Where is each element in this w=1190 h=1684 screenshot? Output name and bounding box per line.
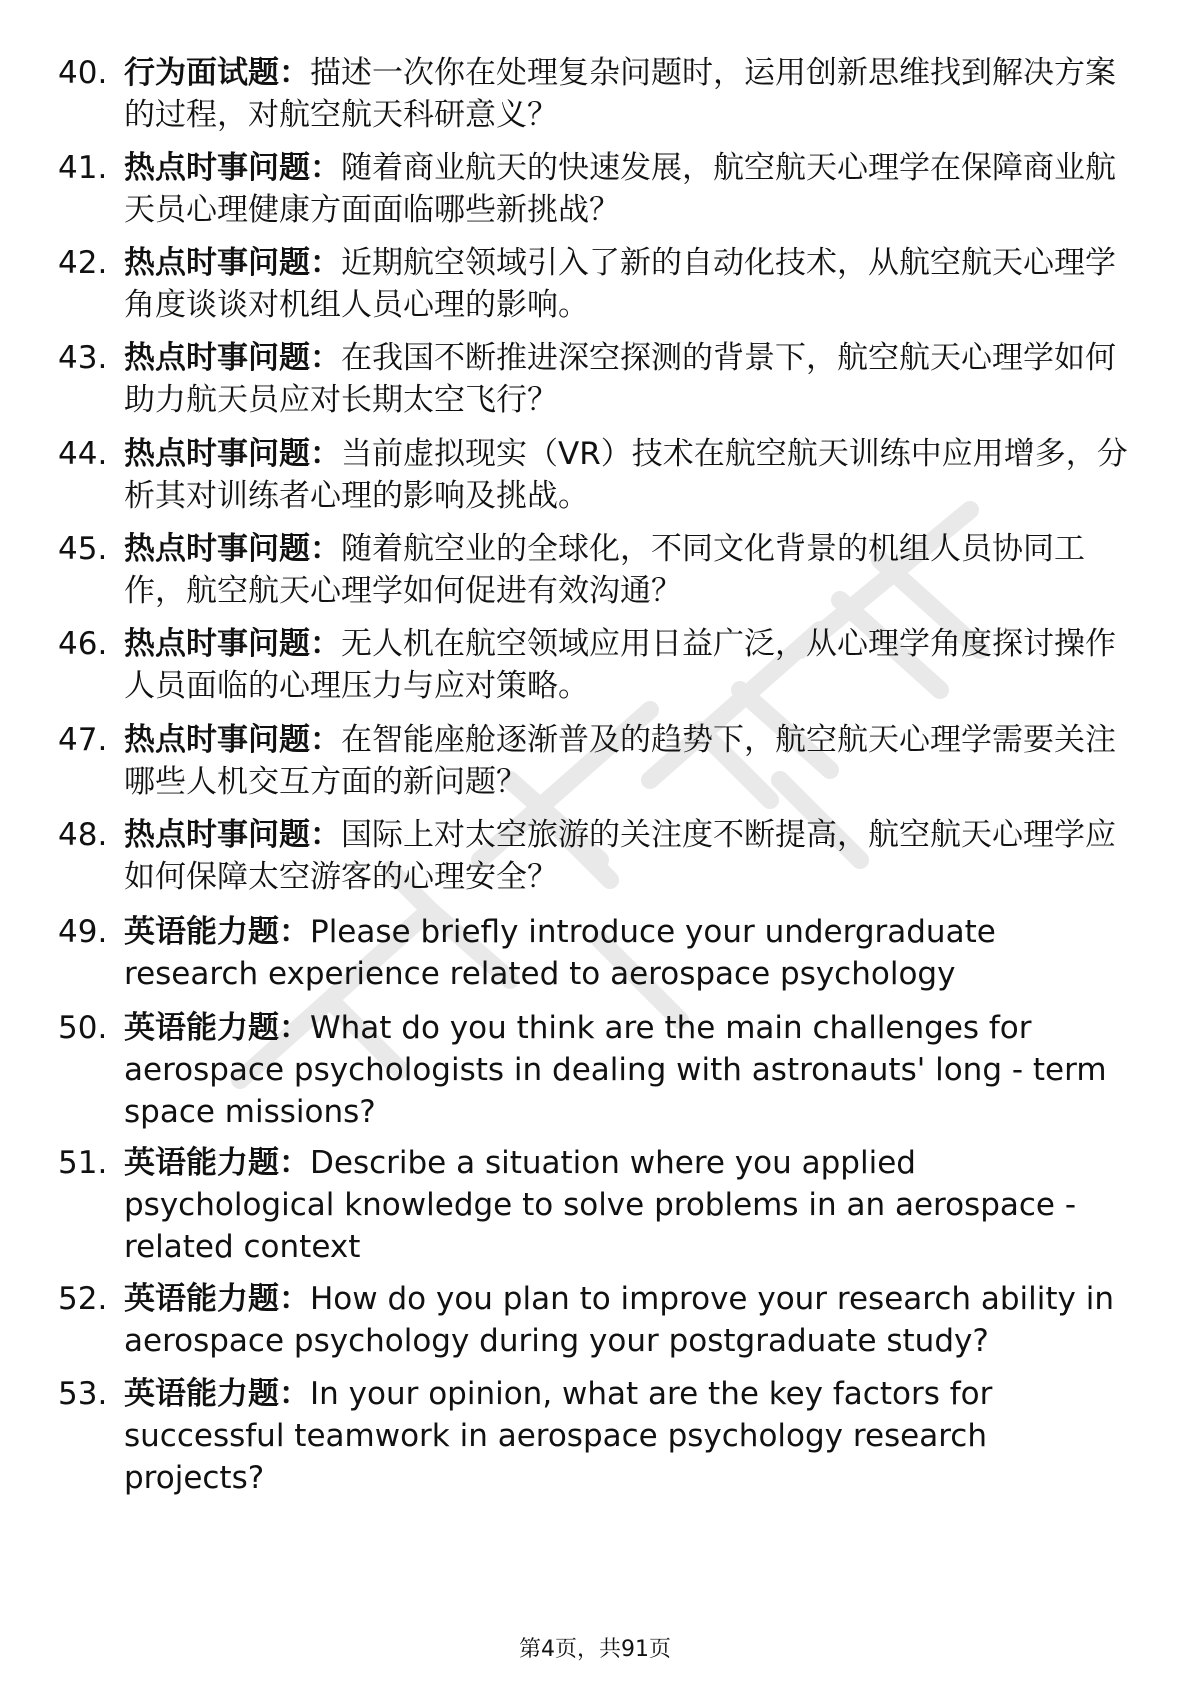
question-number: 43. [58, 340, 108, 376]
question-item [58, 814, 1138, 898]
question-item [58, 623, 1138, 707]
question-text: 随着商业航天的快速发展，航空航天心理学在保障商业航天员心理健康方面面临哪些新挑战？ [124, 150, 1116, 228]
question-text: 近期航空领域引入了新的自动化技术，从航空航天心理学角度谈谈对机组人员心理的影响。 [124, 245, 1116, 323]
question-text: How do you plan to improve your research ability in aerospace psychology during your postgraduate study? [124, 1281, 1115, 1359]
question-item [58, 337, 1138, 421]
question-category: 热点时事问题： [124, 817, 341, 853]
question-item [58, 433, 1138, 517]
question-category: 热点时事问题： [124, 436, 341, 472]
question-category: 英语能力题： [124, 1281, 310, 1317]
question-item [58, 1007, 1138, 1133]
question-text: 无人机在航空领域应用日益广泛，从心理学角度探讨操作人员面临的心理压力与应对策略。 [124, 626, 1116, 704]
question-number: 44. [58, 436, 108, 472]
question-number: 45. [58, 531, 108, 567]
question-item [58, 1373, 1138, 1499]
question-number: 51. [58, 1145, 108, 1181]
question-text: Please briefly introduce your undergraduate research experience related to aerospace psychology [124, 914, 996, 992]
question-number: 40. [58, 55, 108, 91]
question-item [58, 52, 1138, 136]
question-number: 47. [58, 722, 108, 758]
question-text: 描述一次你在处理复杂问题时，运用创新思维找到解决方案的过程，对航空航天科研意义？ [124, 55, 1116, 133]
question-category: 热点时事问题： [124, 531, 341, 567]
page-footer: 第4页，共91页 [519, 1637, 671, 1662]
question-text: 国际上对太空旅游的关注度不断提高，航空航天心理学应如何保障太空游客的心理安全？ [124, 817, 1116, 895]
question-category: 英语能力题： [124, 914, 310, 950]
question-category: 热点时事问题： [124, 340, 341, 376]
question-item [58, 242, 1138, 326]
question-text: 在智能座舱逐渐普及的趋势下，航空航天心理学需要关注哪些人机交互方面的新问题？ [124, 722, 1116, 800]
question-number: 41. [58, 150, 108, 186]
question-text: 在我国不断推进深空探测的背景下，航空航天心理学如何助力航天员应对长期太空飞行？ [124, 340, 1116, 418]
question-item [58, 719, 1138, 803]
question-item [58, 528, 1138, 612]
question-text: 随着航空业的全球化，不同文化背景的机组人员协同工作，航空航天心理学如何促进有效沟通？ [124, 531, 1085, 609]
question-text: 当前虚拟现实（VR）技术在航空航天训练中应用增多，分析其对训练者心理的影响及挑战。 [124, 436, 1128, 514]
question-category: 行为面试题： [124, 55, 310, 91]
question-number: 53. [58, 1376, 108, 1412]
question-category: 热点时事问题： [124, 245, 341, 281]
question-number: 48. [58, 817, 108, 853]
question-number: 52. [58, 1281, 108, 1317]
question-text: What do you think are the main challenges for aerospace psychologists in dealing with astronauts' long - term space missions? [124, 1010, 1107, 1130]
question-text: Describe a situation where you applied psychological knowledge to solve problems in an aerospace - related context [124, 1145, 1077, 1265]
question-category: 热点时事问题： [124, 150, 341, 186]
question-number: 49. [58, 914, 108, 950]
question-category: 热点时事问题： [124, 626, 341, 662]
question-category: 英语能力题： [124, 1376, 310, 1412]
question-number: 42. [58, 245, 108, 281]
question-category: 热点时事问题： [124, 722, 341, 758]
question-item [58, 1142, 1138, 1268]
question-item [58, 1278, 1138, 1362]
question-item [58, 911, 1138, 995]
question-number: 46. [58, 626, 108, 662]
question-category: 英语能力题： [124, 1010, 310, 1046]
question-item [58, 147, 1138, 231]
question-category: 英语能力题： [124, 1145, 310, 1181]
question-text: In your opinion, what are the key factors for successful teamwork in aerospace psychology research projects? [124, 1376, 993, 1496]
question-number: 50. [58, 1010, 108, 1046]
